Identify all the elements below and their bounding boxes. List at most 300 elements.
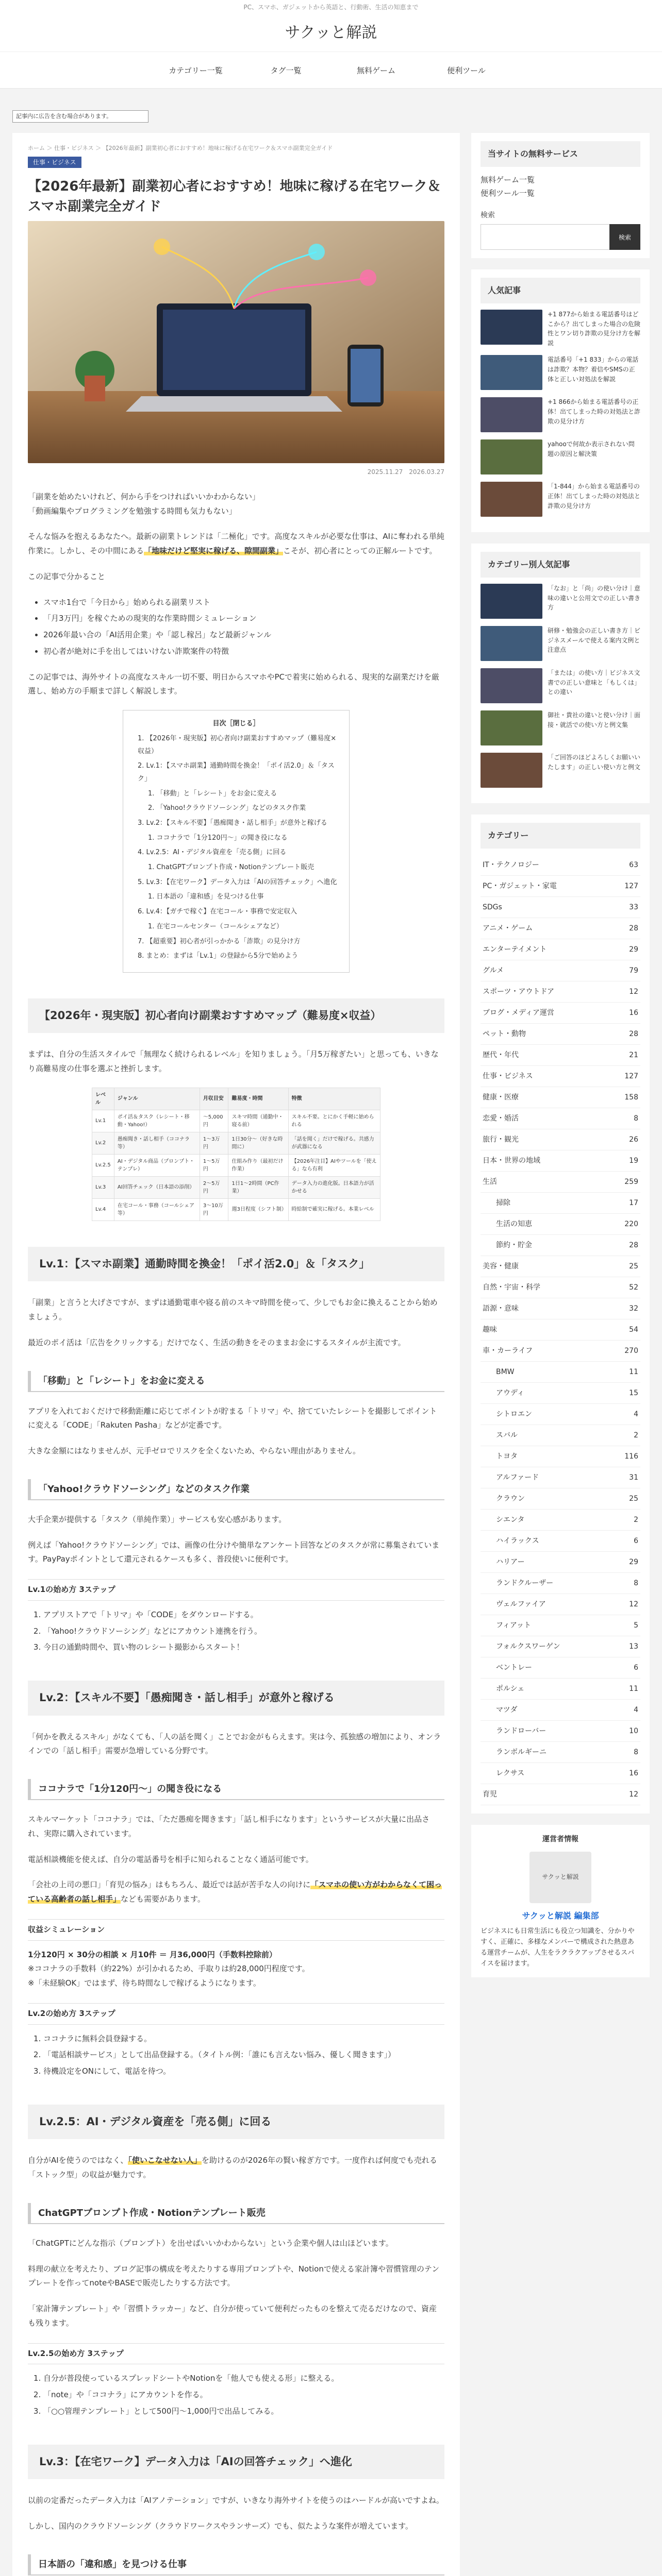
- eyecatch-image: [28, 221, 444, 463]
- table-cell: 〜5,000円: [200, 1110, 228, 1132]
- widget-title: カテゴリー別人気記事: [481, 552, 640, 578]
- category-count: 25: [629, 1494, 638, 1503]
- paragraph: 自分がAIを使うのではなく、「使いこなせない人」を助けるのが2026年の賢い稼ぎ方です。一度作れば何度でも売れる「ストック型」の収益が魅力です。: [28, 2156, 437, 2180]
- category-name: スバル: [496, 1431, 518, 1439]
- category-count: 15: [629, 1388, 638, 1397]
- table-header-cell: ジャンル: [114, 1088, 200, 1110]
- list-item: 3. 「○○管理テンプレート」として500円〜1,000円で出品してみる。: [43, 2404, 444, 2419]
- category-count: 8: [634, 1579, 638, 1587]
- article-thumbnail: [481, 710, 542, 745]
- category-item[interactable]: [481, 1129, 640, 1150]
- section-heading: 【2026年・現実版】初心者向け副業おすすめマップ（難易度×収益）: [28, 998, 444, 1033]
- category-count: 4: [634, 1410, 638, 1418]
- category-item[interactable]: [481, 1763, 640, 1784]
- minor-heading: Lv.1の始め方 3ステップ: [28, 1579, 444, 1601]
- global-nav: [0, 52, 662, 89]
- intro-summary: この記事では、海外サイトの高度なスキル一切不要、明日からスマホやPCで着実に始められる、現実的な副業だけを厳選し、始め方の手順まで詳しく解説します。: [28, 672, 440, 696]
- article-card-title: +1 866から始まる電話番号の正体！出てしまった時の対処法と詐欺の見分け方: [548, 398, 641, 425]
- category-count: 63: [629, 860, 638, 869]
- toc-item[interactable]: 2. Lv.1：【スマホ副業】通勤時間を換金！「ポイ活2.0」＆「タスク」: [138, 762, 335, 783]
- category-item[interactable]: [481, 1636, 640, 1657]
- category-count: 54: [629, 1325, 638, 1334]
- table-cell: 仕組み作り（最初だけ作業）: [228, 1154, 288, 1176]
- category-count: 21: [629, 1050, 638, 1059]
- category-item[interactable]: [481, 1362, 640, 1383]
- breadcrumb[interactable]: ホーム ＞ 仕事・ビジネス ＞ 【2026年最新】副業初心者におすすめ！地味に稼げる在宅ワーク＆スマホ副業完全ガイド: [28, 145, 333, 151]
- category-item[interactable]: [481, 1341, 640, 1362]
- category-name: 健康・医療: [483, 1093, 519, 1101]
- minor-heading: Lv.2.5の始め方 3ステップ: [28, 2343, 444, 2365]
- category-count: 28: [629, 1241, 638, 1249]
- popular-list: [481, 310, 640, 517]
- category-name: ベントレー: [496, 1663, 532, 1672]
- widget-services: [471, 133, 650, 258]
- category-name: シトロエン: [496, 1410, 532, 1418]
- article-card-title: 御社・貴社の違いと使い分け｜面接・就活での使い方と例文集: [548, 711, 641, 728]
- table-cell: 週3日程度（シフト制）: [228, 1198, 288, 1221]
- category-item[interactable]: [481, 1700, 640, 1721]
- category-name: ハリアー: [496, 1557, 525, 1566]
- main-content: [12, 133, 460, 2576]
- nav-item-tools[interactable]: 便利ツール: [447, 66, 486, 75]
- article-thumbnail: [481, 397, 542, 432]
- article-card[interactable]: [481, 668, 640, 703]
- category-list: [481, 855, 640, 1805]
- article-card[interactable]: [481, 439, 640, 474]
- category-name: 歴代・年代: [483, 1050, 519, 1059]
- table-cell: 在宅コール・事務（コールシェア等）: [114, 1198, 200, 1221]
- category-item[interactable]: [481, 1235, 640, 1256]
- article-card-title: 研修・勉強会の正しい書き方｜ビジネスメールで使える案内文例と注意点: [548, 627, 641, 654]
- category-name: フォルクスワーゲン: [496, 1642, 560, 1651]
- nav-item-tags[interactable]: タグ一覧: [270, 66, 302, 75]
- table-cell: 1日1〜2時間（PC作業）: [228, 1176, 288, 1198]
- toc-list: [138, 733, 338, 963]
- widget-title: カテゴリー: [481, 823, 640, 849]
- article-thumbnail: [481, 310, 542, 345]
- article-card[interactable]: [481, 584, 640, 619]
- paragraph: まずは、自分の生活スタイルで「無理なく続けられるレベル」を知りましょう。「月5万稼ぎたい」と思っても、いきなり高難易度の仕事を選ぶと挫折します。: [28, 1049, 439, 1074]
- profile-title: 運営者情報: [542, 1835, 578, 1843]
- table-row: [92, 1176, 380, 1198]
- paragraph: アプリを入れておくだけで移動距離に応じてポイントが貯まる「トリマ」や、捨てていたレシートを撮影してポイントに変える「CODE」「Rakuten Pasha」などが定番です。: [28, 1406, 437, 1430]
- category-count: 11: [629, 1684, 638, 1693]
- search-input[interactable]: [481, 224, 609, 250]
- category-name: スポーツ・アウトドア: [483, 987, 555, 996]
- paragraph: 例えば「Yahoo!クラウドソーシング」では、画像の仕分けや簡単なアンケート回答などのタスクが常に募集されています。PayPayポイントとして還元されるケースも多く、普段使いに便利です。: [28, 1540, 440, 1564]
- toc-toggle[interactable]: 目次［閉じる］: [212, 720, 260, 728]
- table-row: [92, 1198, 380, 1221]
- article-card-title: 「1-844」から始まる電話番号の正体！出てしまった時の対処法と詐欺の見分け方: [548, 483, 641, 510]
- category-item[interactable]: [481, 1066, 640, 1087]
- site-header: [0, 14, 662, 52]
- table-cell: 【2026年注目】AIやツールを「使える」なら有利: [288, 1154, 380, 1176]
- table-of-contents: [123, 710, 350, 973]
- article-card[interactable]: [481, 710, 640, 745]
- profile-description: ビジネスにも日常生活にも役立つ知識を、分かりやすく、正確に、多様なメンバーで構成された熱意ある運営チームが、人生をラクラクアップさせるスパイスを届けます。: [481, 1927, 635, 1968]
- toc-item[interactable]: 8. まとめ：まずは「Lv.1」の登録から5分で始めよう: [138, 952, 299, 960]
- table-cell: AI回答チェック（日本語の添削）: [114, 1176, 200, 1198]
- table-cell: Lv.3: [92, 1176, 114, 1198]
- article-thumbnail: [481, 626, 542, 661]
- category-item[interactable]: [481, 1657, 640, 1679]
- category-item[interactable]: [481, 1024, 640, 1045]
- profile-name[interactable]: サクッと解説 編集部: [522, 1910, 599, 1921]
- category-item[interactable]: [481, 981, 640, 1003]
- category-item[interactable]: [481, 876, 640, 897]
- category-item[interactable]: [481, 1488, 640, 1510]
- table-cell: データ入力の進化版。日本語力が活かせる: [288, 1176, 380, 1198]
- table-header-cell: 特徴: [288, 1088, 380, 1110]
- sub-heading: 日本語の「違和感」を見つける仕事: [28, 2554, 444, 2575]
- table-cell: ポイ活＆タスク（レシート・移動・Yahoo!）: [114, 1110, 200, 1132]
- paragraph: しかし、国内のクラウドソーシング（クラウドワークスやランサーズ）でも、似たような案件が増えています。: [28, 2521, 413, 2531]
- article-card[interactable]: [481, 397, 640, 432]
- category-name: ハイラックス: [496, 1536, 539, 1545]
- category-name: アニメ・ゲーム: [483, 924, 533, 933]
- widget-title: 人気記事: [481, 278, 640, 303]
- table-cell: 2〜5万円: [200, 1176, 228, 1198]
- table-cell: 1〜3万円: [200, 1132, 228, 1154]
- category-name: 日本・世界の地域: [483, 1156, 540, 1165]
- category-item[interactable]: [481, 1742, 640, 1763]
- list-item: • 初心者が絶対に手を出してはいけない詐欺案件の特徴: [43, 645, 444, 659]
- category-count: 116: [624, 1452, 638, 1461]
- category-name: ヴェルファイア: [496, 1600, 546, 1608]
- category-count: 11: [629, 1367, 638, 1376]
- article-card-title: 電話番号「+1 833」からの電話は詐欺？本物？着信やSMSの正体と正しい対処法を解説: [548, 356, 639, 383]
- table-cell: 3〜10万円: [200, 1198, 228, 1221]
- post-dates: 2025.11.27 2026.03.27: [367, 468, 444, 476]
- site-tagline: PC、スマホ、ガジェットから英語と、行動術、生活の知恵まで: [0, 0, 662, 14]
- category-count: 259: [624, 1177, 638, 1186]
- category-count: 2: [634, 1515, 638, 1524]
- category-item[interactable]: [481, 897, 640, 918]
- category-count: 19: [629, 1156, 638, 1165]
- list-item: 2. 「電話相談サービス」として出品登録する。（タイトル例：「誰にも言えない悩み、優しく聞きます」）: [43, 2048, 444, 2062]
- category-count: 5: [634, 1621, 638, 1630]
- paragraph: 「何かを教えるスキル」がなくても、「人の話を聞く」ことでお金がもらえます。実は今、孤独感の増加により、オンラインでの「話し相手」需要が急増している分野です。: [28, 1732, 441, 1756]
- category-name: 育児: [483, 1790, 497, 1799]
- table-cell: Lv.4: [92, 1198, 114, 1221]
- table-cell: 時給制で確実に稼げる。本業レベル: [288, 1198, 380, 1221]
- category-count: 127: [624, 1072, 638, 1080]
- category-count: 26: [629, 1135, 638, 1144]
- article-thumbnail: [481, 584, 542, 619]
- widget-category-popular: [471, 544, 650, 803]
- category-item[interactable]: [481, 1108, 640, 1129]
- category-name: 仕事・ビジネス: [483, 1072, 533, 1080]
- category-count: 12: [629, 1790, 638, 1799]
- intro-quote: 「副業を始めたいけれど、何から手をつければいいかわからない」 「動画編集やプログラミングを勉強する時間も気力もない」: [28, 492, 260, 516]
- category-count: 12: [629, 987, 638, 996]
- paragraph: 「家計簿テンプレート」や「習慣トラッカー」など、自分が使っていて便利だったものを整えて売るだけなので、資産も残ります。: [28, 2304, 437, 2328]
- article-thumbnail: [481, 753, 542, 788]
- table-row: [92, 1132, 380, 1154]
- section-heading: Lv.2：【スキル不要】「愚痴聞き・話し相手」が意外と稼げる: [28, 1681, 444, 1716]
- table-cell: 1〜5万円: [200, 1154, 228, 1176]
- widget-categories: [471, 815, 650, 1814]
- category-name: グルメ: [483, 966, 504, 975]
- category-count: 28: [629, 1029, 638, 1038]
- article-card[interactable]: [481, 753, 640, 788]
- category-item[interactable]: [481, 1150, 640, 1172]
- category-count: 220: [624, 1219, 638, 1228]
- category-name: IT・テクノロジー: [483, 860, 539, 869]
- article-thumbnail: [481, 439, 542, 474]
- category-item[interactable]: [481, 1172, 640, 1193]
- article-title: 【2026年最新】副業初心者におすすめ！地味に稼げる在宅ワーク＆スマホ副業完全ガイド: [28, 178, 441, 214]
- sub-heading: ココナラで「1分120円〜」の聞き役になる: [28, 1779, 444, 1800]
- search-button[interactable]: 検索: [609, 224, 640, 250]
- toc-item[interactable]: 3. Lv.2：【スキル不要】「愚痴聞き・話し相手」が意外と稼げる: [138, 819, 327, 827]
- paragraph: 「会社の上司の悪口」「育児の悩み」はもちろん、最近では話が苦手な人の向けに「スマホの使い方がわからなくて困っている高齢者の話し相手」なども需要があります。: [28, 1880, 442, 1904]
- category-item[interactable]: [481, 1721, 640, 1742]
- toc-item[interactable]: 1. 「移動」と「レシート」をお金に変える: [148, 789, 277, 798]
- category-count: 17: [629, 1198, 638, 1207]
- article-body: [28, 490, 444, 2576]
- paragraph: 電話相談機能を使えば、自分の電話番号を相手に知られることなく通話可能です。: [28, 1854, 313, 1864]
- table-cell: AI・デジタル商品（プロンプト・テンプレ）: [114, 1154, 200, 1176]
- list-item: • スマホ1台で「今日から」始められる副業リスト: [43, 596, 444, 610]
- category-count: 32: [629, 1304, 638, 1313]
- category-name: ランボルギーニ: [496, 1748, 547, 1756]
- category-item[interactable]: [481, 1087, 640, 1108]
- article-card[interactable]: [481, 310, 640, 348]
- category-count: 2: [634, 1431, 638, 1439]
- category-item[interactable]: [481, 1298, 640, 1319]
- toc-item[interactable]: 1. ココナラで「1分120円〜」の聞き役になる: [148, 834, 288, 842]
- list-item: 1. ココナラに無料会員登録する。: [43, 2032, 444, 2046]
- category-item[interactable]: [481, 1277, 640, 1298]
- paragraph: 大手企業が提供する「タスク（単純作業）」サービスも安心感があります。: [28, 1514, 287, 1524]
- paragraph: 大きな金額にはなりませんが、元手ゼロでリスクを全くないため、やらない理由がありません。: [28, 1446, 361, 1456]
- paragraph: 料理の献立を考えたり、ブログ記事の構成を考えたりする専用プロンプトや、Notionで使える家計簿や習慣管理のテンプレートを作ってnoteやBASEで販売したりする方法です。: [28, 2264, 440, 2288]
- sub-heading: 「移動」と「レシート」をお金に変える: [28, 1371, 444, 1392]
- category-count: 31: [629, 1473, 638, 1482]
- article-card-title: 「なお」と「尚」の使い分け｜意味の違いと公用文での正しい書き方: [548, 585, 641, 612]
- steps-list: [43, 2032, 444, 2079]
- category-name: BMW: [496, 1367, 515, 1376]
- article-card[interactable]: [481, 355, 640, 390]
- category-item[interactable]: [481, 1552, 640, 1573]
- table-cell: スキマ時間（通勤中・寝る前）: [228, 1110, 288, 1132]
- category-count: 33: [629, 903, 638, 911]
- table-cell: 愚痴聞き・話し相手（ココナラ等）: [114, 1132, 200, 1154]
- category-count: 79: [629, 966, 638, 975]
- table-cell: 「話を聞く」だけで稼げる。共感力が武器になる: [288, 1132, 380, 1154]
- list-item: 1. 自分が普段使っているスプレッドシートやNotionを「他人でも使える形」に整える。: [43, 2371, 444, 2386]
- nav-item-categories[interactable]: カテゴリー一覧: [169, 66, 223, 75]
- paragraph: 「副業」と言うと大げさですが、まずは通勤電車や寝る前のスキマ時間を使って、少しでもお金に換えることから始めましょう。: [28, 1298, 438, 1322]
- link-tools[interactable]: 便利ツール一覧: [481, 188, 535, 198]
- sub-heading: ChatGPTプロンプト作成・Notionテンプレート販売: [28, 2203, 444, 2224]
- category-popular-list: [481, 584, 640, 788]
- category-item[interactable]: [481, 1404, 640, 1425]
- category-name: マツダ: [496, 1705, 518, 1714]
- category-name: 趣味: [483, 1325, 497, 1334]
- toc-item[interactable]: 1. 【2026年・現実版】初心者向け副業おすすめマップ（難易度×収益）: [138, 734, 337, 755]
- toc-item[interactable]: 1. 在宅コールセンター（コールシェアなど）: [148, 922, 283, 930]
- category-name: 恋愛・婚活: [483, 1114, 519, 1123]
- category-count: 13: [629, 1642, 638, 1651]
- paragraph: スキルマーケット「ココナラ」では、「ただ愚痴を聞きます」「話し相手になります」というサービスが大量に出品され、実際に購入されています。: [28, 1815, 430, 1838]
- category-name: 生活の知恵: [496, 1219, 532, 1228]
- category-item[interactable]: [481, 1256, 640, 1277]
- category-count: 10: [629, 1726, 638, 1735]
- category-count: 16: [629, 1769, 638, 1777]
- category-count: 29: [629, 1557, 638, 1566]
- category-item[interactable]: [481, 1446, 640, 1467]
- category-item[interactable]: [481, 1193, 640, 1214]
- category-item[interactable]: [481, 855, 640, 876]
- category-count: 8: [634, 1748, 638, 1756]
- category-item[interactable]: [481, 1045, 640, 1066]
- category-item[interactable]: [481, 1214, 640, 1235]
- site-title[interactable]: サクッと解説: [285, 24, 377, 42]
- minor-heading: Lv.2の始め方 3ステップ: [28, 2003, 444, 2025]
- category-count: 29: [629, 945, 638, 954]
- category-name: アルファード: [496, 1473, 539, 1482]
- category-name: ブログ・メディア運営: [483, 1008, 554, 1017]
- category-count: 127: [624, 882, 638, 890]
- category-count: 16: [629, 1008, 638, 1017]
- table-cell: Lv.2.5: [92, 1154, 114, 1176]
- widget-title: 当サイトの無料サービス: [481, 141, 640, 167]
- category-name: 掃除: [496, 1198, 510, 1207]
- category-name: ポルシェ: [496, 1684, 525, 1693]
- article-card-title: yahooで何故か表示されない問題の原因と解決策: [548, 440, 635, 458]
- category-name: 節約・貯金: [496, 1241, 532, 1249]
- search-form: [481, 224, 640, 250]
- ad-notice: 記事内に広告を含む場合があります。: [12, 110, 148, 123]
- nav-item-free-games[interactable]: 無料ゲーム: [356, 66, 395, 75]
- link-free-games[interactable]: 無料ゲーム一覧: [481, 175, 535, 184]
- category-badge[interactable]: 仕事・ビジネス: [28, 157, 81, 168]
- category-count: 158: [624, 1093, 638, 1101]
- category-name: 自然・宇宙・科学: [483, 1283, 540, 1292]
- toc-item[interactable]: 2. 「Yahoo!クラウドソーシング」などのタスク作業: [148, 804, 306, 812]
- intro-paragraph: そんな悩みを抱えるあなたへ。最新の副業トレンドは「二極化」です。高度なスキルが必要な仕事は、AIに奪われる単純作業に。しかし、その中間にある「地味だけど堅実に稼げる、隙間副業」こそが、初心者にとっての正解ルートです。: [28, 532, 444, 556]
- category-name: シエンタ: [496, 1515, 525, 1524]
- category-name: フィアット: [496, 1621, 531, 1630]
- article-thumbnail: [481, 668, 542, 703]
- section-heading: Lv.3：【在宅ワーク】データ入力は「AIの回答チェック」へ進化: [28, 2445, 444, 2480]
- sub-heading: 「Yahoo!クラウドソーシング」などのタスク作業: [28, 1479, 444, 1500]
- category-name: 車・カーライフ: [483, 1346, 533, 1355]
- category-count: 8: [634, 1114, 638, 1123]
- category-item[interactable]: [481, 1784, 640, 1805]
- table-header-cell: 難易度・時間: [228, 1088, 288, 1110]
- steps-list: [43, 1608, 444, 1655]
- table-header-cell: 月収目安: [200, 1088, 228, 1110]
- category-item[interactable]: [481, 1594, 640, 1615]
- widget-profile: [471, 1825, 650, 1978]
- list-item: 3. 待機設定をONにして、電話を待つ。: [43, 2064, 444, 2079]
- category-item[interactable]: [481, 1467, 640, 1488]
- list-item: 1. アプリストアで「トリマ」や「CODE」をダウンロードする。: [43, 1608, 444, 1622]
- category-item[interactable]: [481, 1003, 640, 1024]
- intro-lead: この記事で分かること: [28, 571, 106, 581]
- category-name: ランドクルーザー: [496, 1579, 554, 1587]
- category-item[interactable]: [481, 939, 640, 960]
- profile-avatar: サクッと解説: [529, 1852, 591, 1903]
- category-name: トヨタ: [496, 1452, 518, 1461]
- category-item[interactable]: [481, 1510, 640, 1531]
- steps-list: [43, 2371, 444, 2418]
- category-name: PC・ガジェット・家電: [483, 882, 557, 890]
- category-item[interactable]: [481, 1425, 640, 1446]
- paragraph: 最近のポイ活は「広告をクリックする」だけでなく、生活の動きをそのままお金にするスタイルが主流です。: [28, 1337, 406, 1347]
- category-item[interactable]: [481, 1319, 640, 1341]
- toc-item[interactable]: 5. Lv.3：【在宅ワーク】データ入力は「AIの回答チェック」へ進化: [138, 878, 337, 886]
- category-item[interactable]: [481, 1679, 640, 1700]
- list-item: 3. 今日の通勤時間や、買い物のレシート撮影からスタート！: [43, 1640, 444, 1655]
- paragraph: 「ChatGPTにどんな指示（プロンプト）を出せばいいかわからない」という企業や個人は山ほどいます。: [28, 2238, 393, 2248]
- category-count: 52: [629, 1283, 638, 1292]
- category-item[interactable]: [481, 1573, 640, 1594]
- toc-item[interactable]: 7. 【超重要】初心者が引っかかる「詐欺」の見分け方: [138, 937, 301, 945]
- article-thumbnail: [481, 355, 542, 390]
- article-card-title: 「ご回答のほどよろしくお願いいたします」の正しい使い方と例文: [548, 754, 641, 771]
- category-name: 生活: [483, 1177, 497, 1186]
- level-table: [92, 1088, 380, 1221]
- category-count: 25: [629, 1262, 638, 1270]
- article-card-title: 「または」の使い方｜ビジネス文書での正しい意味と「もしくは」との違い: [548, 669, 641, 696]
- intro-bullets: [43, 596, 444, 659]
- category-name: 旅行・観光: [483, 1135, 519, 1144]
- category-name: 語源・意味: [483, 1304, 519, 1313]
- category-item[interactable]: [481, 960, 640, 981]
- simulation: 1分120円 × 30分の相談 × 月10件 ＝ 月36,000円（手数料控除前） ※ココナラの手数料（約22%）が引かれるため、手取りは約28,000円程度です。 ※「未経験OK」ではまず、待ち時間なしで稼げるようになります。: [28, 1950, 310, 1988]
- category-count: 270: [624, 1346, 638, 1355]
- list-item: 2. 「Yahoo!クラウドソーシング」などにアカウント連携を行う。: [43, 1624, 444, 1639]
- category-name: ペット・動物: [483, 1029, 526, 1038]
- table-cell: 1日30分〜（好きな時間に）: [228, 1132, 288, 1154]
- article-card[interactable]: [481, 482, 640, 517]
- category-count: 28: [629, 924, 638, 933]
- category-name: ランドローバー: [496, 1726, 547, 1735]
- article-card-title: +1 877から始まる電話番号はどこから？出てしまった場合の危険性とワン切り詐欺の見分け方を解説: [548, 311, 641, 347]
- section-heading: Lv.2.5：AI・デジタル資産を「売る側」に回る: [28, 2105, 444, 2140]
- toc-item[interactable]: 4. Lv.2.5：AI・デジタル資産を「売る側」に回る: [138, 849, 287, 857]
- table-row: [92, 1110, 380, 1132]
- toc-item[interactable]: 1. 日本語の「違和感」を見つける仕事: [148, 893, 264, 901]
- category-item[interactable]: [481, 918, 640, 939]
- sidebar: [471, 133, 650, 1989]
- category-item[interactable]: [481, 1383, 640, 1404]
- table-cell: Lv.1: [92, 1110, 114, 1132]
- category-name: アウディ: [496, 1388, 524, 1397]
- category-item[interactable]: [481, 1615, 640, 1636]
- category-count: 4: [634, 1705, 638, 1714]
- minor-heading: 収益シミュレーション: [28, 1919, 444, 1941]
- paragraph: 以前の定番だったデータ入力は「AIアノテーション」ですが、いきなり海外サイトを使うのはハードルが高いですよね。: [28, 2496, 444, 2505]
- category-count: 6: [634, 1663, 638, 1672]
- article-card[interactable]: [481, 626, 640, 661]
- search-label: 検索: [481, 211, 495, 219]
- toc-item[interactable]: 1. ChatGPTプロンプト作成・Notionテンプレート販売: [148, 863, 315, 872]
- table-row: [92, 1154, 380, 1176]
- section-heading: Lv.1：【スマホ副業】通勤時間を換金！「ポイ活2.0」＆「タスク」: [28, 1247, 444, 1282]
- category-item[interactable]: [481, 1531, 640, 1552]
- toc-item[interactable]: 6. Lv.4：【ガチで稼ぐ】在宅コール・事務で安定収入: [138, 908, 297, 916]
- category-name: レクサス: [496, 1769, 525, 1777]
- category-name: クラウン: [496, 1494, 525, 1503]
- category-count: 6: [634, 1536, 638, 1545]
- article-thumbnail: [481, 482, 542, 517]
- widget-popular: [471, 269, 650, 532]
